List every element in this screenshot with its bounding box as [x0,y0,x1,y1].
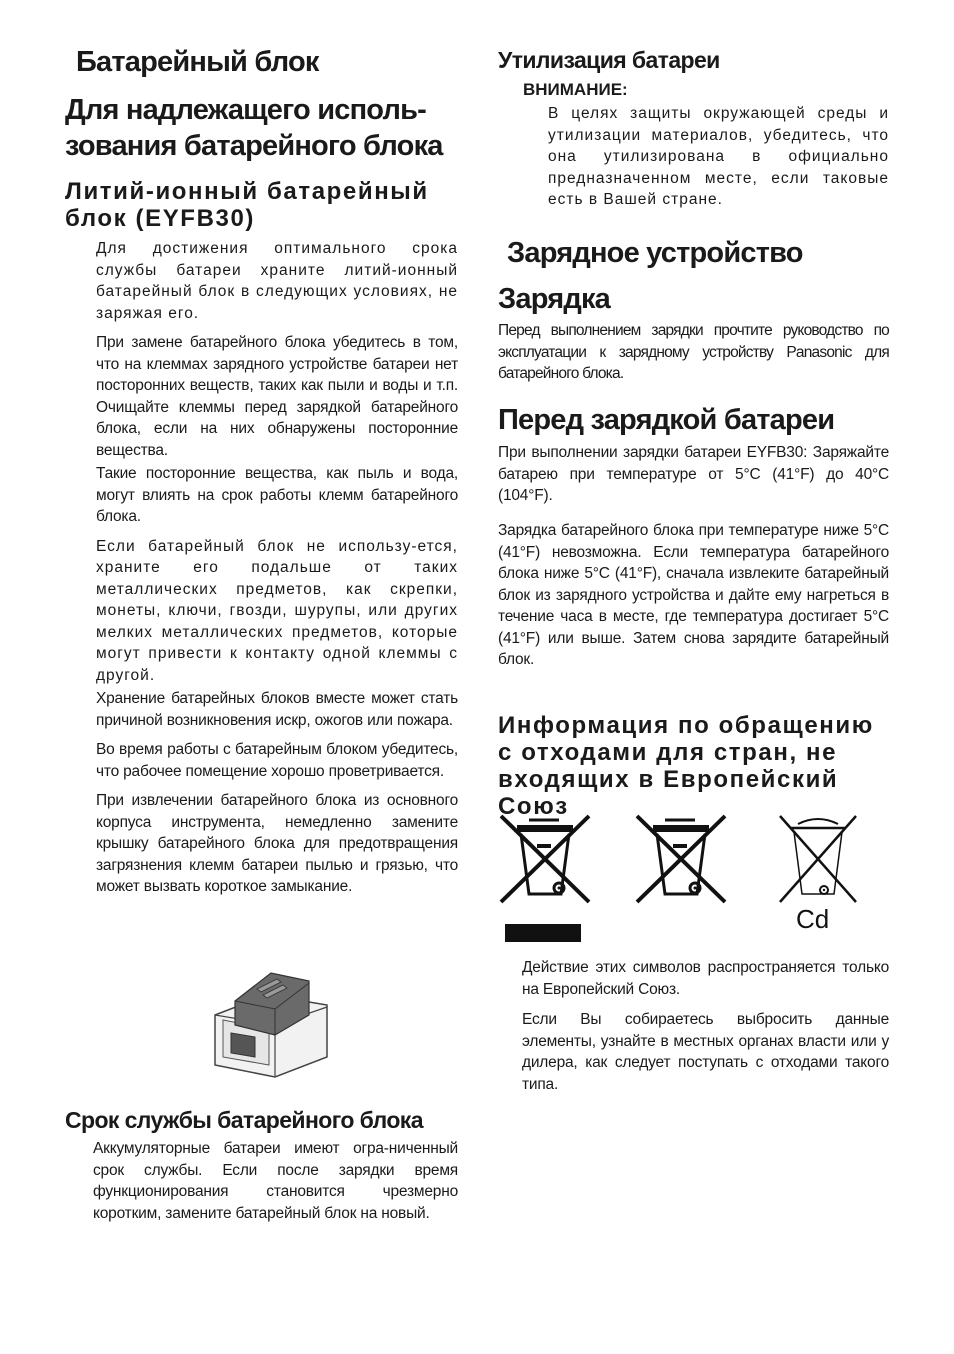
symbols-text: Действие этих символов распространяется только на Европейский Союз. [522,959,889,998]
paragraph: Во время работы с батарейным блоком убедитесь, что рабочее помещение хорошо проветривается. [96,741,458,780]
paragraph: Если батарейный блок не использу-ется, храните его подальше от таких металлических предметов, как скрепки, монеты, ключи, гвозди, шурупы, или других мелких металлических предметов, которые могут привести к контакту одной клеммы с другой. [96,537,458,684]
paragraph: Для достижения оптимального срока службы батареи храните литий-ионный батарейный блок в следующих условиях, не заряжая его. [96,240,458,322]
battery-section-title: Батарейный блок [76,46,319,78]
paragraph: При замене батарейного блока убедитесь в том, что на клеммах зарядного устройстве батареи нет посторонних веществ, таких как пыли и воды и т.п. Очищайте клеммы перед зарядкой батарейного блока, если на них обнаружены посторонние вещества. [96,334,458,459]
before-charge-title: Перед зарядкой батареи [498,404,835,436]
battery-life-text: Аккумуляторные батареи имеют огра-ниченный срок службы. Если после зарядки время функционирования становится чрезмерно коротким, замените батарейный блок на новый. [93,1140,458,1222]
proper-use-title: Для надлежащего исполь- зования батарейного блока [65,94,443,162]
disposal-text: В целях защиты окружающей среды и утилизации материалов, убедитесь, что она утилизирована в официально предназначенном месте, если таковые есть в Вашей стране. [548,105,889,208]
cd-label: Cd [796,904,830,934]
crossed-bin-icon [497,812,591,944]
li-ion-paragraphs [96,238,458,898]
before-charge-text-2: Зарядка батарейного блока при температуре ниже 5°C (41°F) невозможна. Если температура батарейного блока ниже 5°C (41°F), сначала извлеките батарейный блок из зарядного устройства и дайте ему нагреться в течение часа в месте, где температура достигает 5°C (41°F) или выше. Затем снова зарядите батарейный блок. [498,522,889,668]
charging-title: Зарядка [498,283,611,315]
charger-title: Зарядное устройство [507,237,803,269]
disposal-title: Утилизация батареи [498,47,720,73]
paragraph: Такие посторонние вещества, как пыль и вода, могут влиять на срок работы клемм батарейного блока. [96,465,458,525]
dispose-text: Если Вы собираетесь выбросить данные элементы, узнайте в местных органах власти или у дилера, как следует поступать с отходами такого типа. [522,1011,889,1093]
warning-label: ВНИМАНИЕ: [523,80,628,99]
waste-info-title: Информация по обращению с отходами для стран, не входящих в Европейский Союз [498,712,874,820]
crossed-bin-icon [633,812,727,908]
battery-pack-icon [205,965,335,1085]
paragraph: Хранение батарейных блоков вместе может стать причиной возникновения искр, ожогов или пожара. [96,690,458,729]
crossed-bin-thin-icon [776,812,860,908]
before-charge-text-1: При выполнении зарядки батареи EYFB30: Заряжайте батарею при температуре от 5°C (41°F) до 40°C (104°F). [498,444,889,504]
charging-text: Перед выполнением зарядки прочтите руководство по эксплуатации к зарядному устройству Panasonic для батарейного блока. [498,322,889,382]
paragraph: При извлечении батарейного блока из основного корпуса инструмента, немедленно замените крышку батарейного блока для предотвращения загрязнения клемм батареи пылью и грязью, что может вызвать короткое замыкание. [96,792,458,895]
li-ion-subtitle: Литий-ионный батарейный блок (EYFB30) [65,178,429,232]
battery-life-title: Срок службы батарейного блока [65,1107,423,1133]
